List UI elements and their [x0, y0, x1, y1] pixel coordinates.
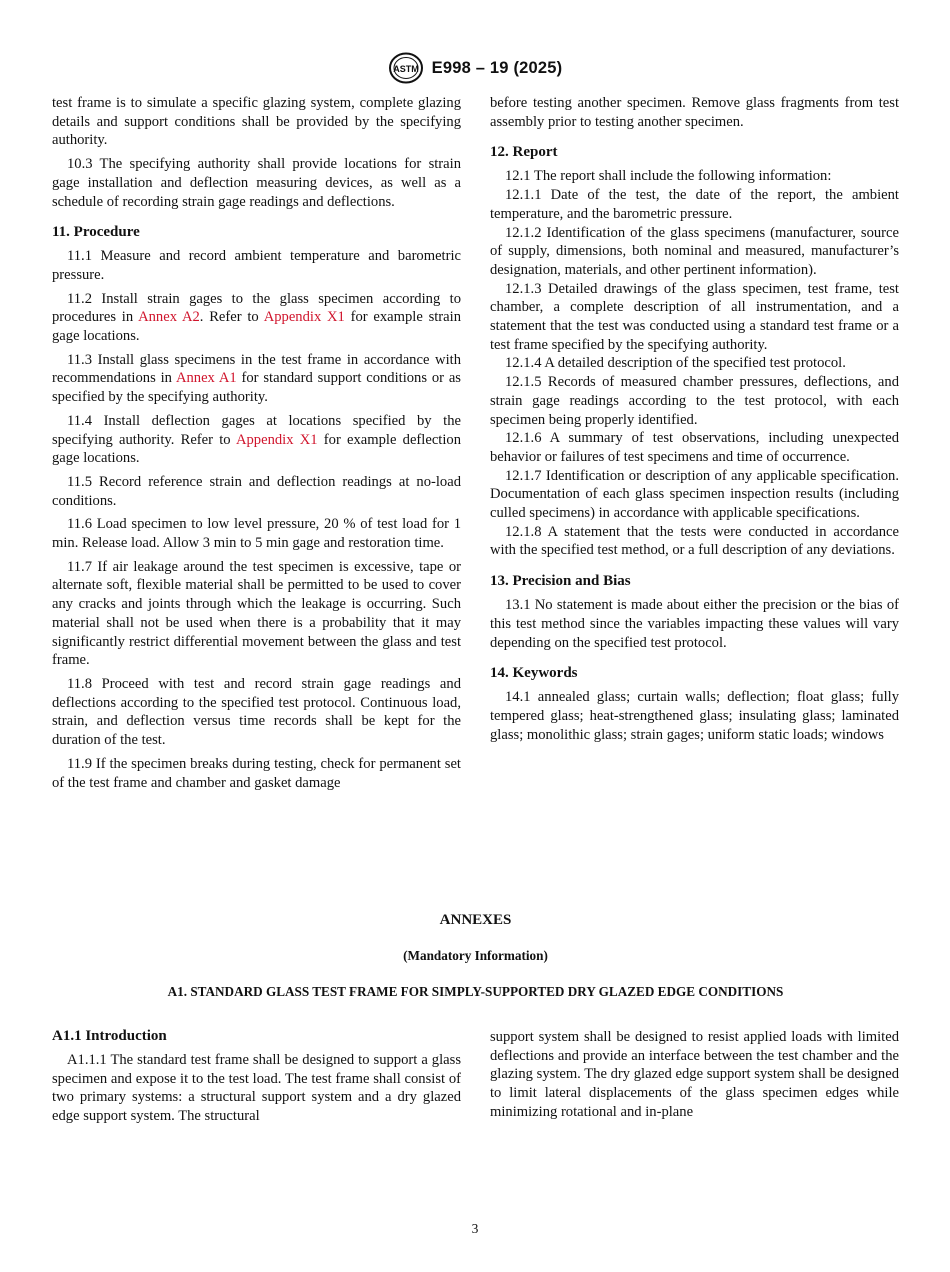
- section-12-1-2: 12.1.2 Identification of the glass specimens (manufacturer, source of supply, dimensions, both nominal and measured, manufacturer’s designation, materials, and other pertinent information).: [490, 224, 899, 278]
- section-11-7: 11.7 If air leakage around the test specimen is excessive, tape or alternate soft, flexible material shall be permitted to be used to cover any cracks and joints through which the leakage is occurring. Such material shall not be used when there is a probability that it may significantly restrict differential movement between the glass and test frame.: [52, 558, 461, 669]
- left-column: [52, 94, 461, 792]
- page-header: [0, 52, 950, 84]
- astm-logo-text: ASTM: [392, 64, 419, 74]
- section-12-1-4: 12.1.4 A detailed description of the specified test protocol.: [505, 355, 846, 372]
- annex-a1-heading: A1. STANDARD GLASS TEST FRAME FOR SIMPLY-SUPPORTED DRY GLAZED EDGE CONDITIONS: [167, 984, 784, 999]
- section-12-1-6: 12.1.6 A summary of test observations, including unexpected behavior or failures of test specimens and time of occurrence.: [490, 430, 899, 465]
- appendix-x1-link[interactable]: Appendix X1: [235, 431, 318, 448]
- appendix-x1-link[interactable]: Appendix X1: [263, 309, 345, 326]
- section-11-3: 11.3 Install glass specimens in the test frame in accordance with recommendations in Annex A1 for standard support conditions or as specified by the specifying authority.: [52, 351, 461, 406]
- section-11-2: 11.2 Install strain gages to the glass specimen according to procedures in Annex A2. Refer to Appendix X1 for example strain gage locations.: [52, 290, 461, 345]
- section-12-1-3: 12.1.3 Detailed drawings of the glass specimen, test frame, test chamber, a complete description of all instrumentation, and a statement that the test was conducted using a standard test frame or a test frame specified by the specifying authority.: [490, 280, 899, 353]
- section-14-1: 14.1 annealed glass; curtain walls; deflection; float glass; fully tempered glass; heat-strengthened glass; insulating glass; laminated glass; monolithic glass; strain gages; uniform static loads; windows: [490, 689, 899, 743]
- section-12-1-1: 12.1.1 Date of the test, the date of the report, the ambient temperature, and the barometric pressure.: [490, 187, 899, 222]
- page-number: 3: [471, 1221, 479, 1236]
- section-12-1: 12.1 The report shall include the following information:: [505, 168, 832, 185]
- continued-paragraph: test frame is to simulate a specific glazing system, complete glazing details and support conditions shall be provided by the specifying authority.: [52, 95, 461, 149]
- section-11-8: 11.8 Proceed with test and record strain gage readings and deflections according to the specified test protocol. Continuous load, strain, and deflection versus time records shall be kept for the duration of the test.: [52, 675, 461, 749]
- annex-left-column: [52, 1027, 461, 1126]
- section-14-heading: 14. Keywords: [490, 665, 578, 682]
- a1-1-1-paragraph: A1.1.1 The standard test frame shall be designed to support a glass specimen and expose it to the test load. The test frame shall consist of two primary systems: a structural support system and a dry glazed edge support system. The structural: [52, 1052, 461, 1125]
- section-13-heading: 13. Precision and Bias: [490, 573, 631, 590]
- annexes-subtitle: (Mandatory Information): [403, 948, 548, 963]
- section-12-1-5: 12.1.5 Records of measured chamber pressures, deflections, and strain gage readings according to the test protocol, with each specimen being properly identified.: [490, 374, 899, 428]
- section-12-heading: 12. Report: [490, 144, 558, 161]
- section-11-1: 11.1 Measure and record ambient temperature and barometric pressure.: [52, 248, 461, 283]
- a1-1-heading: A1.1 Introduction: [52, 1028, 167, 1044]
- section-11-6: 11.6 Load specimen to low level pressure, 20 % of test load for 1 min. Release load. Allow 3 min to 5 min gage and restoration time.: [52, 516, 461, 552]
- section-11-4: 11.4 Install deflection gages at locations specified by the specifying authority. Refer to Appendix X1 for example deflection gage locations.: [52, 412, 461, 467]
- section-12-1-7: 12.1.7 Identification or description of any applicable specification. Documentation of each glass specimen inspection results (including culled specimens) in accordance with applicable specifications.: [490, 467, 899, 522]
- section-13-1: 13.1 No statement is made about either the precision or the bias of this test method since the variables impacting these values will vary depending on the specified test protocol.: [490, 597, 899, 651]
- section-12-1-8: 12.1.8 A statement that the tests were conducted in accordance with the specified test method, or a full description of any deviations.: [490, 523, 899, 559]
- annex-a2-link[interactable]: Annex A2: [138, 309, 200, 326]
- astm-logo-icon: [388, 52, 424, 84]
- annexes-title: ANNEXES: [439, 912, 512, 928]
- section-11-5: 11.5 Record reference strain and deflection readings at no-load conditions.: [52, 473, 461, 509]
- right-column: [490, 94, 899, 744]
- continued-paragraph: before testing another specimen. Remove glass fragments from test assembly prior to testing another specimen.: [490, 95, 899, 130]
- section-10-3: 10.3 The specifying authority shall provide locations for strain gage installation and deflection measuring devices, as well as a schedule of recording strain gage readings and deflections.: [52, 156, 461, 210]
- section-11-9: 11.9 If the specimen breaks during testing, check for permanent set of the test frame and chamber and gasket damage: [52, 755, 461, 791]
- annex-right-column: [490, 1028, 899, 1122]
- standard-designation: E998 – 19 (2025): [431, 58, 563, 77]
- section-11-heading: 11. Procedure: [52, 224, 140, 241]
- a1-1-1-continued: support system shall be designed to resist applied loads with limited deflections and provide an interface between the test chamber and the glazing system. The dry glazed edge support system shall be designed to limit lateral displacements of the glass specimen edges while minimizing rotational and in-plane: [490, 1029, 899, 1120]
- annex-a1-link[interactable]: Annex A1: [175, 370, 237, 387]
